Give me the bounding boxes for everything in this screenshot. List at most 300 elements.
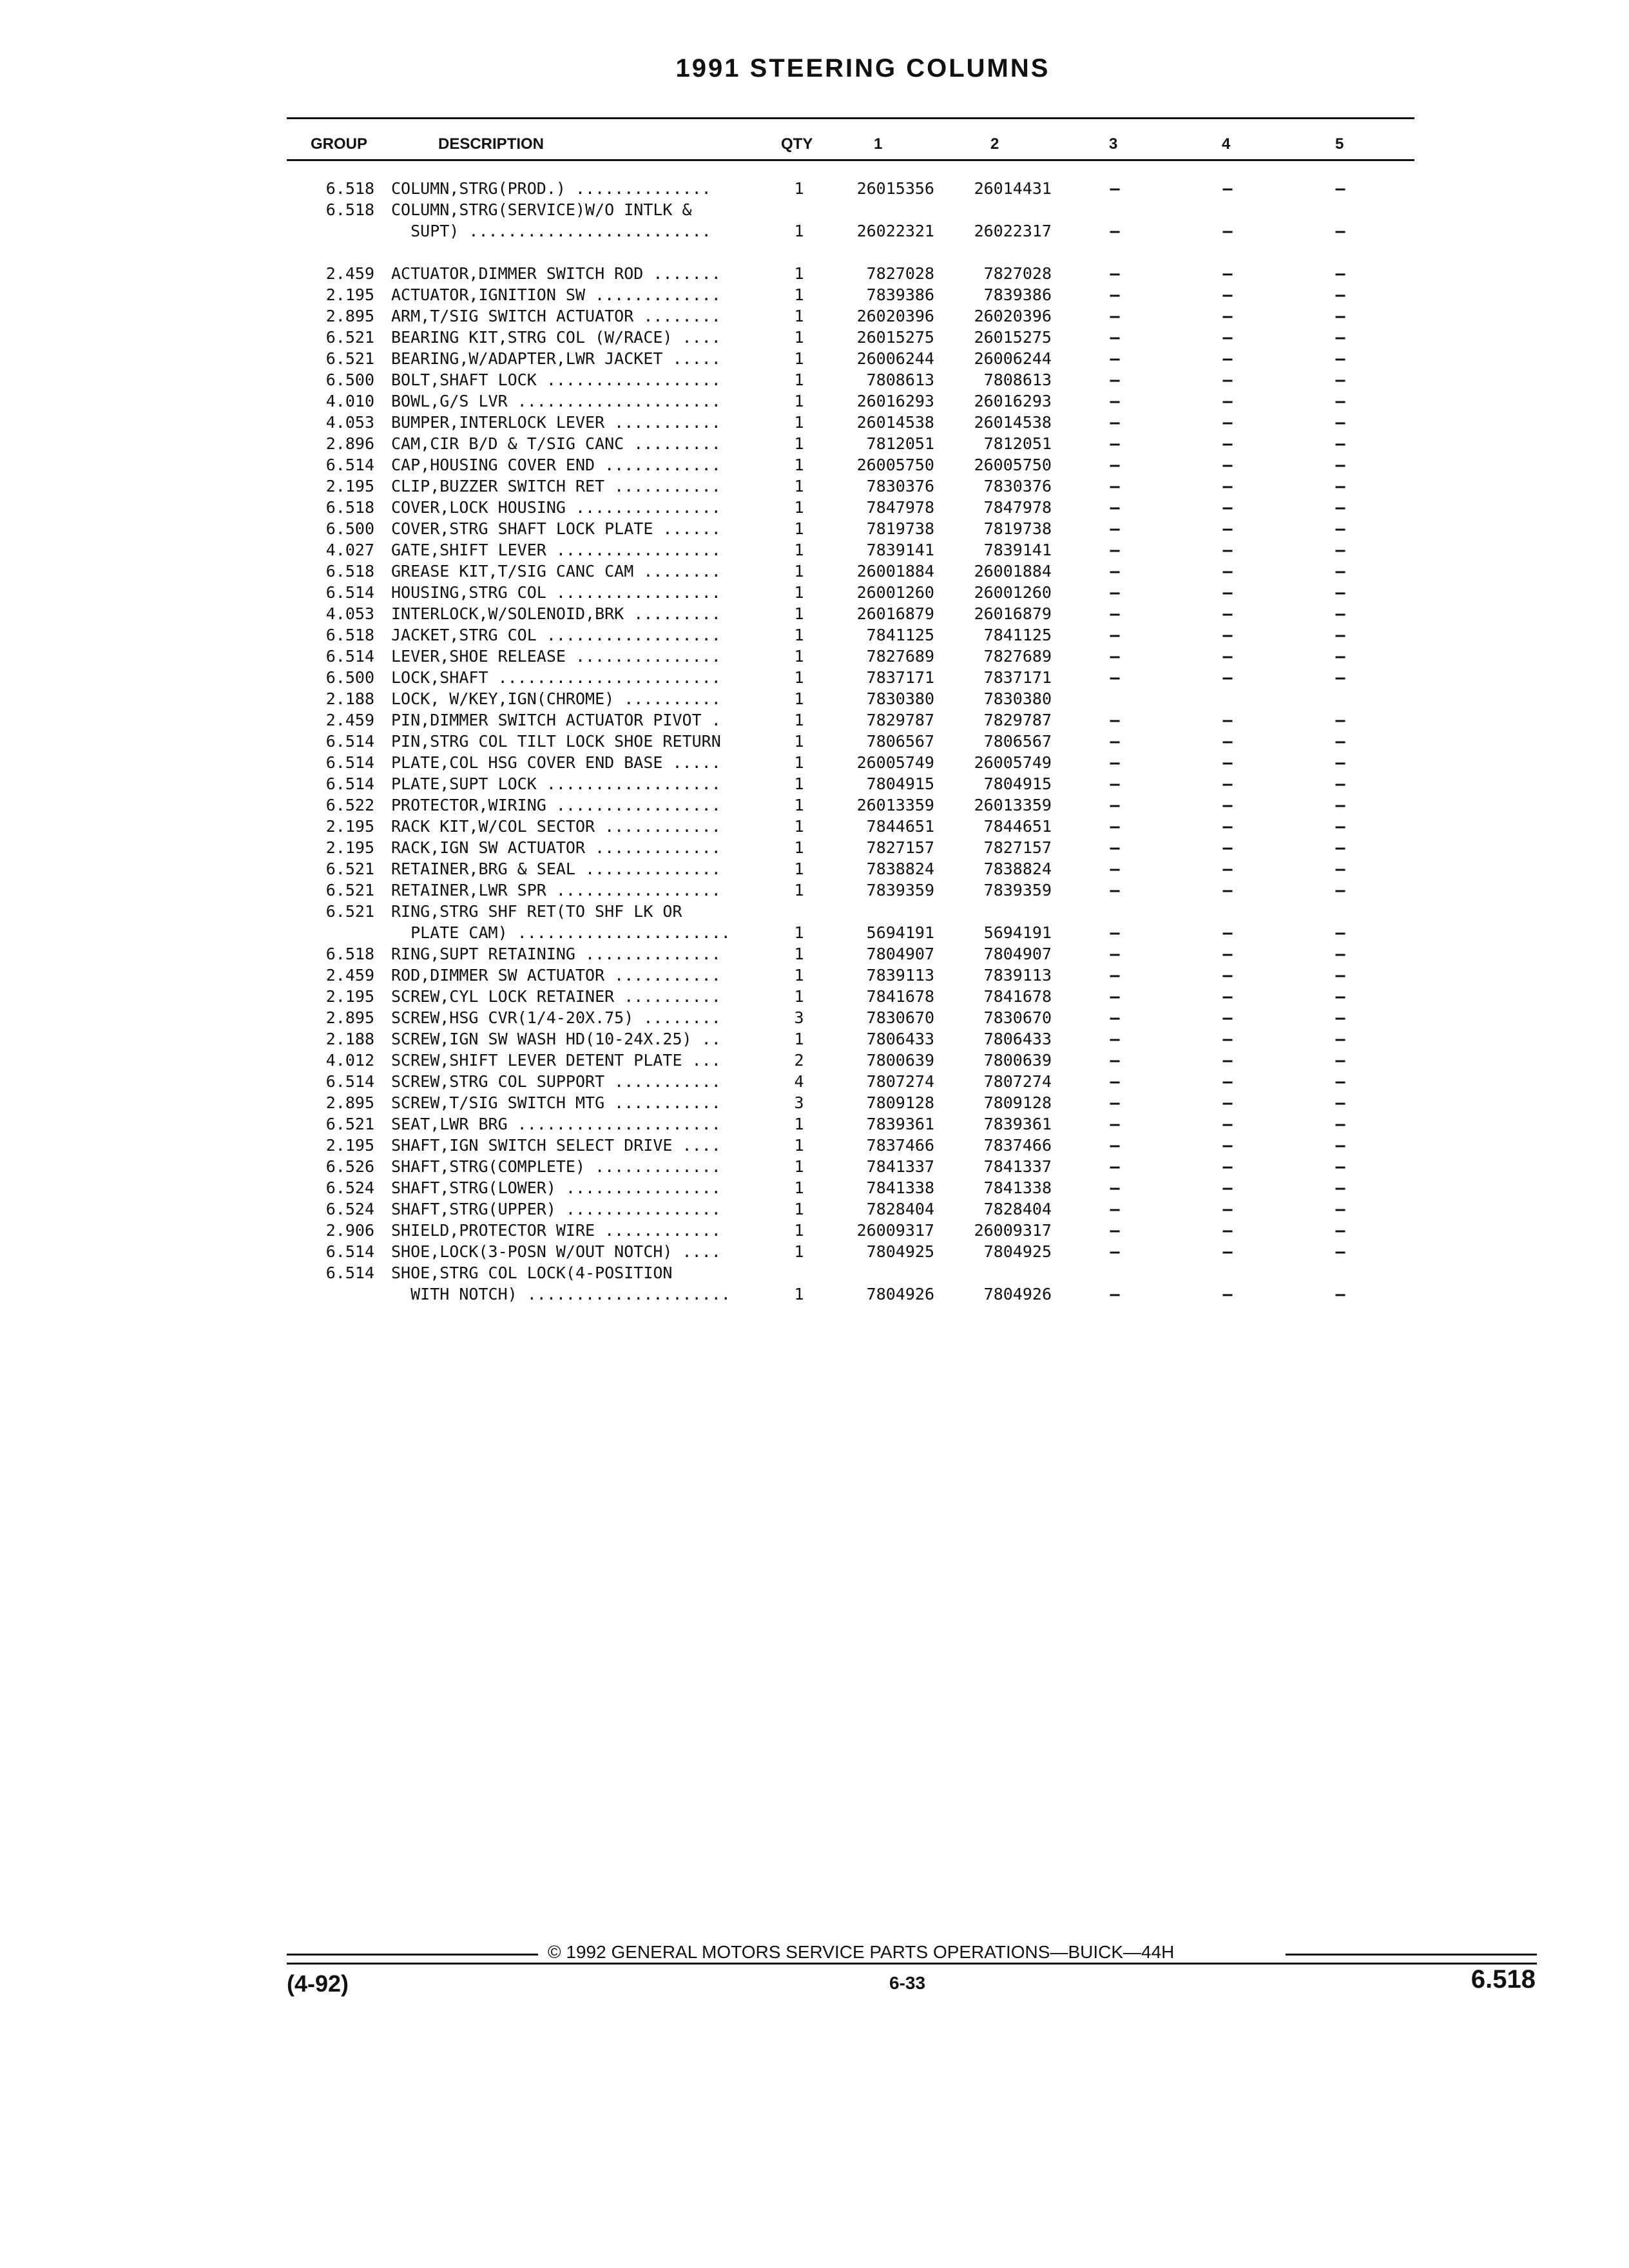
header-col-2: 2 (990, 135, 999, 153)
col5-cell: — (1335, 1136, 1345, 1155)
qty-cell: 1 (794, 307, 804, 325)
table-row (0, 1135, 1629, 1156)
part-number-col2-cell: 7829787 (983, 711, 1052, 729)
group-cell: 2.195 (325, 1136, 374, 1155)
description-cell: RACK KIT,W/COL SECTOR ............ (391, 817, 721, 836)
table-row (0, 305, 1629, 327)
col3-cell: — (1110, 1221, 1120, 1240)
col4-cell: — (1222, 1285, 1233, 1303)
part-number-col2-cell: 7808613 (983, 370, 1052, 389)
col4-cell: — (1222, 1178, 1233, 1197)
table-row (0, 284, 1629, 305)
part-number-col1-cell: 7806433 (866, 1030, 934, 1048)
table-row (0, 943, 1629, 965)
qty-cell: 1 (794, 711, 804, 729)
description-cell: ROD,DIMMER SW ACTUATOR ........... (391, 966, 721, 985)
group-cell: 2.459 (325, 966, 374, 985)
part-number-col2-cell: 7806433 (983, 1030, 1052, 1048)
qty-cell: 3 (794, 1093, 804, 1112)
col4-cell: — (1222, 392, 1233, 410)
description-cell: COVER,LOCK HOUSING ............... (391, 498, 721, 517)
qty-cell: 1 (794, 519, 804, 538)
part-number-col1-cell: 7841125 (866, 626, 934, 644)
col3-cell: — (1110, 966, 1120, 985)
table-row (0, 1028, 1629, 1050)
description-cell: SHAFT,STRG(LOWER) ................ (391, 1178, 721, 1197)
qty-cell: 1 (794, 817, 804, 836)
part-number-col2-cell: 26001884 (974, 562, 1052, 581)
table-row (0, 773, 1629, 794)
table-row (0, 922, 1629, 943)
qty-cell: 1 (794, 1136, 804, 1155)
qty-cell: 1 (794, 945, 804, 963)
group-cell: 4.012 (325, 1051, 374, 1070)
group-cell: 6.500 (325, 668, 374, 687)
col4-cell: — (1222, 945, 1233, 963)
part-number-col2-cell: 26013359 (974, 796, 1052, 814)
col5-cell: — (1335, 817, 1345, 836)
qty-cell: 1 (794, 668, 804, 687)
table-row (0, 731, 1629, 752)
part-number-col1-cell: 7839141 (866, 541, 934, 559)
group-cell: 6.521 (325, 860, 374, 878)
description-cell: WITH NOTCH) ..................... (391, 1285, 731, 1303)
description-cell: CLIP,BUZZER SWITCH RET ........... (391, 477, 721, 495)
col4-cell: — (1222, 1072, 1233, 1091)
col3-cell: — (1110, 222, 1120, 240)
part-number-col1-cell: 7804925 (866, 1242, 934, 1261)
table-row (0, 1050, 1629, 1071)
col4-cell: — (1222, 1008, 1233, 1027)
qty-cell: 1 (794, 1115, 804, 1133)
group-cell: 4.027 (325, 541, 374, 559)
part-number-col2-cell: 5694191 (983, 923, 1052, 942)
qty-cell: 1 (794, 1200, 804, 1218)
col5-cell: — (1335, 264, 1345, 283)
col3-cell: — (1110, 413, 1120, 432)
col4-cell: — (1222, 817, 1233, 836)
group-cell: 4.053 (325, 413, 374, 432)
col5-cell: — (1335, 1242, 1345, 1261)
table-row (0, 242, 1629, 263)
col3-cell: — (1110, 604, 1120, 623)
footer-left-line (287, 1954, 538, 1956)
group-cell: 6.524 (325, 1178, 374, 1197)
part-number-col1-cell: 7839361 (866, 1115, 934, 1133)
col5-cell: — (1335, 413, 1345, 432)
col3-cell: — (1110, 668, 1120, 687)
description-cell: RING,SUPT RETAINING .............. (391, 945, 721, 963)
col5-cell: — (1335, 860, 1345, 878)
table-row (0, 879, 1629, 901)
part-number-col1-cell: 26022321 (856, 222, 934, 240)
part-number-col2-cell: 7804925 (983, 1242, 1052, 1261)
table-row (0, 986, 1629, 1007)
col5-cell: — (1335, 753, 1345, 772)
col5-cell: — (1335, 1093, 1345, 1112)
col4-cell: — (1222, 307, 1233, 325)
col4-cell: — (1222, 456, 1233, 474)
description-cell: ARM,T/SIG SWITCH ACTUATOR ........ (391, 307, 721, 325)
col4-cell: — (1222, 498, 1233, 517)
description-cell: PLATE,SUPT LOCK .................. (391, 774, 721, 793)
col3-cell: — (1110, 945, 1120, 963)
group-cell: 6.524 (325, 1200, 374, 1218)
col3-cell: — (1110, 349, 1120, 368)
table-row (0, 220, 1629, 242)
group-cell: 4.053 (325, 604, 374, 623)
group-cell: 6.514 (325, 753, 374, 772)
col4-cell: — (1222, 1221, 1233, 1240)
qty-cell: 1 (794, 1030, 804, 1048)
footer-right-line (1286, 1954, 1537, 1956)
table-row (0, 1092, 1629, 1113)
description-cell: GREASE KIT,T/SIG CANC CAM ........ (391, 562, 721, 581)
col5-cell: — (1335, 1072, 1345, 1091)
table-row (0, 1156, 1629, 1177)
qty-cell: 1 (794, 1157, 804, 1176)
col5-cell: — (1335, 392, 1345, 410)
qty-cell: 3 (794, 1008, 804, 1027)
table-row (0, 369, 1629, 390)
part-number-col1-cell: 7830380 (866, 689, 934, 708)
group-cell: 6.518 (325, 498, 374, 517)
col3-cell: — (1110, 1072, 1120, 1091)
col3-cell: — (1110, 796, 1120, 814)
qty-cell: 1 (794, 796, 804, 814)
col5-cell: — (1335, 456, 1345, 474)
qty-cell: 1 (794, 987, 804, 1006)
table-row (0, 709, 1629, 731)
description-cell: CAM,CIR B/D & T/SIG CANC ......... (391, 434, 721, 453)
col4-cell: — (1222, 477, 1233, 495)
header-col-1: 1 (874, 135, 883, 153)
col3-cell: — (1110, 477, 1120, 495)
part-number-col1-cell: 7844651 (866, 817, 934, 836)
part-number-col2-cell: 7830376 (983, 477, 1052, 495)
table-row (0, 901, 1629, 922)
part-number-col1-cell: 7804907 (866, 945, 934, 963)
col5-cell: — (1335, 541, 1345, 559)
col5-cell: — (1335, 1030, 1345, 1048)
table-row (0, 433, 1629, 454)
col3-cell: — (1110, 1093, 1120, 1112)
description-cell: SHIELD,PROTECTOR WIRE ............ (391, 1221, 721, 1240)
col4-cell: — (1222, 583, 1233, 602)
part-number-col1-cell: 7809128 (866, 1093, 934, 1112)
part-number-col1-cell: 7804915 (866, 774, 934, 793)
header-top-rule (287, 117, 1414, 119)
qty-cell: 1 (794, 328, 804, 347)
col3-cell: — (1110, 923, 1120, 942)
col4-cell: — (1222, 966, 1233, 985)
col5-cell: — (1335, 732, 1345, 751)
col3-cell: — (1110, 541, 1120, 559)
col5-cell: — (1335, 923, 1345, 942)
table-row (0, 858, 1629, 879)
description-cell: PIN,STRG COL TILT LOCK SHOE RETURN (391, 732, 721, 751)
copyright-text: © 1992 GENERAL MOTORS SERVICE PARTS OPERATIONS—BUICK—44H (548, 1942, 1175, 1962)
group-cell: 2.188 (325, 1030, 374, 1048)
part-number-col1-cell: 7804926 (866, 1285, 934, 1303)
table-row (0, 561, 1629, 582)
part-number-col2-cell: 26016879 (974, 604, 1052, 623)
part-number-col1-cell: 7837171 (866, 668, 934, 687)
description-cell: SCREW,STRG COL SUPPORT ........... (391, 1072, 721, 1091)
col4-cell: — (1222, 796, 1233, 814)
col5-cell: — (1335, 987, 1345, 1006)
col5-cell: — (1335, 498, 1345, 517)
part-number-col1-cell: 7829787 (866, 711, 934, 729)
qty-cell: 1 (794, 370, 804, 389)
part-number-col2-cell: 7841678 (983, 987, 1052, 1006)
col5-cell: — (1335, 285, 1345, 304)
part-number-col2-cell: 26001260 (974, 583, 1052, 602)
part-number-col1-cell: 26013359 (856, 796, 934, 814)
group-cell: 2.195 (325, 987, 374, 1006)
qty-cell: 1 (794, 179, 804, 198)
col3-cell: — (1110, 987, 1120, 1006)
col3-cell: — (1110, 774, 1120, 793)
group-cell: 2.896 (325, 434, 374, 453)
group-cell: 2.188 (325, 689, 374, 708)
part-number-col1-cell: 26015275 (856, 328, 934, 347)
part-number-col2-cell: 7841125 (983, 626, 1052, 644)
qty-cell: 1 (794, 1285, 804, 1303)
part-number-col2-cell: 7839113 (983, 966, 1052, 985)
table-row (0, 518, 1629, 539)
qty-cell: 1 (794, 413, 804, 432)
qty-cell: 1 (794, 689, 804, 708)
header-col-5: 5 (1335, 135, 1344, 153)
col3-cell: — (1110, 881, 1120, 899)
col4-cell: — (1222, 1136, 1233, 1155)
group-cell: 2.195 (325, 285, 374, 304)
part-number-col2-cell: 26016293 (974, 392, 1052, 410)
part-number-col1-cell: 26020396 (856, 307, 934, 325)
description-cell: PLATE CAM) ...................... (391, 923, 731, 942)
part-number-col1-cell: 26016293 (856, 392, 934, 410)
col4-cell: — (1222, 562, 1233, 581)
description-cell: SCREW,SHIFT LEVER DETENT PLATE ... (391, 1051, 721, 1070)
part-number-col1-cell: 7841338 (866, 1178, 934, 1197)
description-cell: LOCK, W/KEY,IGN(CHROME) .......... (391, 689, 721, 708)
description-cell: PLATE,COL HSG COVER END BASE ..... (391, 753, 721, 772)
group-cell: 6.514 (325, 456, 374, 474)
qty-cell: 1 (794, 647, 804, 666)
col5-cell: — (1335, 1008, 1345, 1027)
part-number-col1-cell: 7830376 (866, 477, 934, 495)
description-cell: SCREW,T/SIG SWITCH MTG ........... (391, 1093, 721, 1112)
description-cell: SEAT,LWR BRG ..................... (391, 1115, 721, 1133)
part-number-col2-cell: 7847978 (983, 498, 1052, 517)
group-cell: 6.514 (325, 732, 374, 751)
table-row (0, 497, 1629, 518)
table-row (0, 327, 1629, 348)
col5-cell: — (1335, 179, 1345, 198)
footer-rule (287, 1963, 1537, 1965)
qty-cell: 1 (794, 604, 804, 623)
group-cell: 6.521 (325, 328, 374, 347)
col4-cell: — (1222, 179, 1233, 198)
group-cell: 2.895 (325, 1093, 374, 1112)
table-row (0, 816, 1629, 837)
table-row (0, 1007, 1629, 1028)
table-row (0, 263, 1629, 284)
table-row (0, 390, 1629, 412)
group-cell: 2.906 (325, 1221, 374, 1240)
col5-cell: — (1335, 370, 1345, 389)
description-cell: BEARING KIT,STRG COL (W/RACE) .... (391, 328, 721, 347)
col5-cell: — (1335, 668, 1345, 687)
col3-cell: — (1110, 562, 1120, 581)
qty-cell: 1 (794, 264, 804, 283)
part-number-col2-cell: 7837171 (983, 668, 1052, 687)
description-cell: SCREW,IGN SW WASH HD(10-24X.25) .. (391, 1030, 721, 1048)
part-number-col2-cell: 7841337 (983, 1157, 1052, 1176)
part-number-col1-cell: 7819738 (866, 519, 934, 538)
description-cell: COLUMN,STRG(PROD.) .............. (391, 179, 711, 198)
col3-cell: — (1110, 732, 1120, 751)
col5-cell: — (1335, 1285, 1345, 1303)
table-row (0, 837, 1629, 858)
part-number-col1-cell: 26001884 (856, 562, 934, 581)
qty-cell: 1 (794, 1178, 804, 1197)
part-number-col2-cell: 7819738 (983, 519, 1052, 538)
col3-cell: — (1110, 838, 1120, 857)
qty-cell: 1 (794, 860, 804, 878)
col3-cell: — (1110, 370, 1120, 389)
qty-cell: 1 (794, 583, 804, 602)
description-cell: ACTUATOR,DIMMER SWITCH ROD ....... (391, 264, 721, 283)
qty-cell: 1 (794, 1221, 804, 1240)
col4-cell: — (1222, 285, 1233, 304)
description-cell: BOWL,G/S LVR ..................... (391, 392, 721, 410)
group-cell: 2.895 (325, 307, 374, 325)
part-number-col2-cell: 7838824 (983, 860, 1052, 878)
part-number-col2-cell: 7830670 (983, 1008, 1052, 1027)
part-number-col1-cell: 7827689 (866, 647, 934, 666)
qty-cell: 1 (794, 562, 804, 581)
col4-cell: — (1222, 222, 1233, 240)
col4-cell: — (1222, 413, 1233, 432)
group-cell: 2.195 (325, 838, 374, 857)
qty-cell: 1 (794, 838, 804, 857)
col3-cell: — (1110, 1136, 1120, 1155)
col3-cell: — (1110, 285, 1120, 304)
col4-cell: — (1222, 328, 1233, 347)
part-number-col2-cell: 7827157 (983, 838, 1052, 857)
col3-cell: — (1110, 1157, 1120, 1176)
table-row (0, 539, 1629, 561)
part-number-col1-cell: 7828404 (866, 1200, 934, 1218)
description-cell: ACTUATOR,IGNITION SW ............. (391, 285, 721, 304)
header-bottom-rule (287, 159, 1414, 161)
col4-cell: — (1222, 370, 1233, 389)
part-number-col1-cell: 7837466 (866, 1136, 934, 1155)
part-number-col1-cell: 7830670 (866, 1008, 934, 1027)
col5-cell: — (1335, 796, 1345, 814)
part-number-col2-cell: 7804926 (983, 1285, 1052, 1303)
qty-cell: 1 (794, 1242, 804, 1261)
col4-cell: — (1222, 604, 1233, 623)
col5-cell: — (1335, 1178, 1345, 1197)
col5-cell: — (1335, 562, 1345, 581)
col3-cell: — (1110, 1115, 1120, 1133)
table-row (0, 1071, 1629, 1092)
col3-cell: — (1110, 328, 1120, 347)
header-col-4: 4 (1222, 135, 1231, 153)
header-qty: QTY (781, 135, 813, 153)
part-number-col1-cell: 7839359 (866, 881, 934, 899)
qty-cell: 4 (794, 1072, 804, 1091)
description-cell: RACK,IGN SW ACTUATOR ............. (391, 838, 721, 857)
qty-cell: 1 (794, 966, 804, 985)
part-number-col1-cell: 26014538 (856, 413, 934, 432)
col5-cell: — (1335, 349, 1345, 368)
group-cell: 4.010 (325, 392, 374, 410)
group-cell: 6.500 (325, 370, 374, 389)
description-cell: GATE,SHIFT LEVER ................. (391, 541, 721, 559)
group-cell: 6.518 (325, 562, 374, 581)
col5-cell: — (1335, 222, 1345, 240)
col3-cell: — (1110, 179, 1120, 198)
col4-cell: — (1222, 1200, 1233, 1218)
part-number-col2-cell: 7804915 (983, 774, 1052, 793)
group-cell: 2.195 (325, 817, 374, 836)
col4-cell: — (1222, 1051, 1233, 1070)
group-cell: 6.521 (325, 902, 374, 921)
col3-cell: — (1110, 307, 1120, 325)
part-number-col1-cell: 26005749 (856, 753, 934, 772)
table-row (0, 1283, 1629, 1305)
col3-cell: — (1110, 264, 1120, 283)
qty-cell: 1 (794, 881, 804, 899)
part-number-col1-cell: 7839113 (866, 966, 934, 985)
col4-cell: — (1222, 264, 1233, 283)
group-cell: 6.518 (325, 200, 374, 219)
col3-cell: — (1110, 1030, 1120, 1048)
col4-cell: — (1222, 349, 1233, 368)
part-number-col1-cell: 5694191 (866, 923, 934, 942)
description-cell: SHAFT,IGN SWITCH SELECT DRIVE .... (391, 1136, 721, 1155)
col5-cell: — (1335, 1221, 1345, 1240)
table-row (0, 582, 1629, 603)
table-row (0, 1220, 1629, 1241)
part-number-col2-cell: 7839141 (983, 541, 1052, 559)
group-cell: 2.195 (325, 477, 374, 495)
col3-cell: — (1110, 456, 1120, 474)
col5-cell: — (1335, 838, 1345, 857)
col3-cell: — (1110, 860, 1120, 878)
col5-cell: — (1335, 583, 1345, 602)
col4-cell: — (1222, 626, 1233, 644)
part-number-col1-cell: 7841337 (866, 1157, 934, 1176)
col4-cell: — (1222, 923, 1233, 942)
qty-cell: 1 (794, 392, 804, 410)
part-number-col1-cell: 7807274 (866, 1072, 934, 1091)
description-cell: BUMPER,INTERLOCK LEVER ........... (391, 413, 721, 432)
group-cell: 6.500 (325, 519, 374, 538)
group-cell: 6.521 (325, 349, 374, 368)
qty-cell: 1 (794, 349, 804, 368)
table-row (0, 624, 1629, 646)
part-number-col2-cell: 7800639 (983, 1051, 1052, 1070)
part-number-col2-cell: 26015275 (974, 328, 1052, 347)
col4-cell: — (1222, 647, 1233, 666)
qty-cell: 1 (794, 774, 804, 793)
group-cell: 6.514 (325, 1242, 374, 1261)
